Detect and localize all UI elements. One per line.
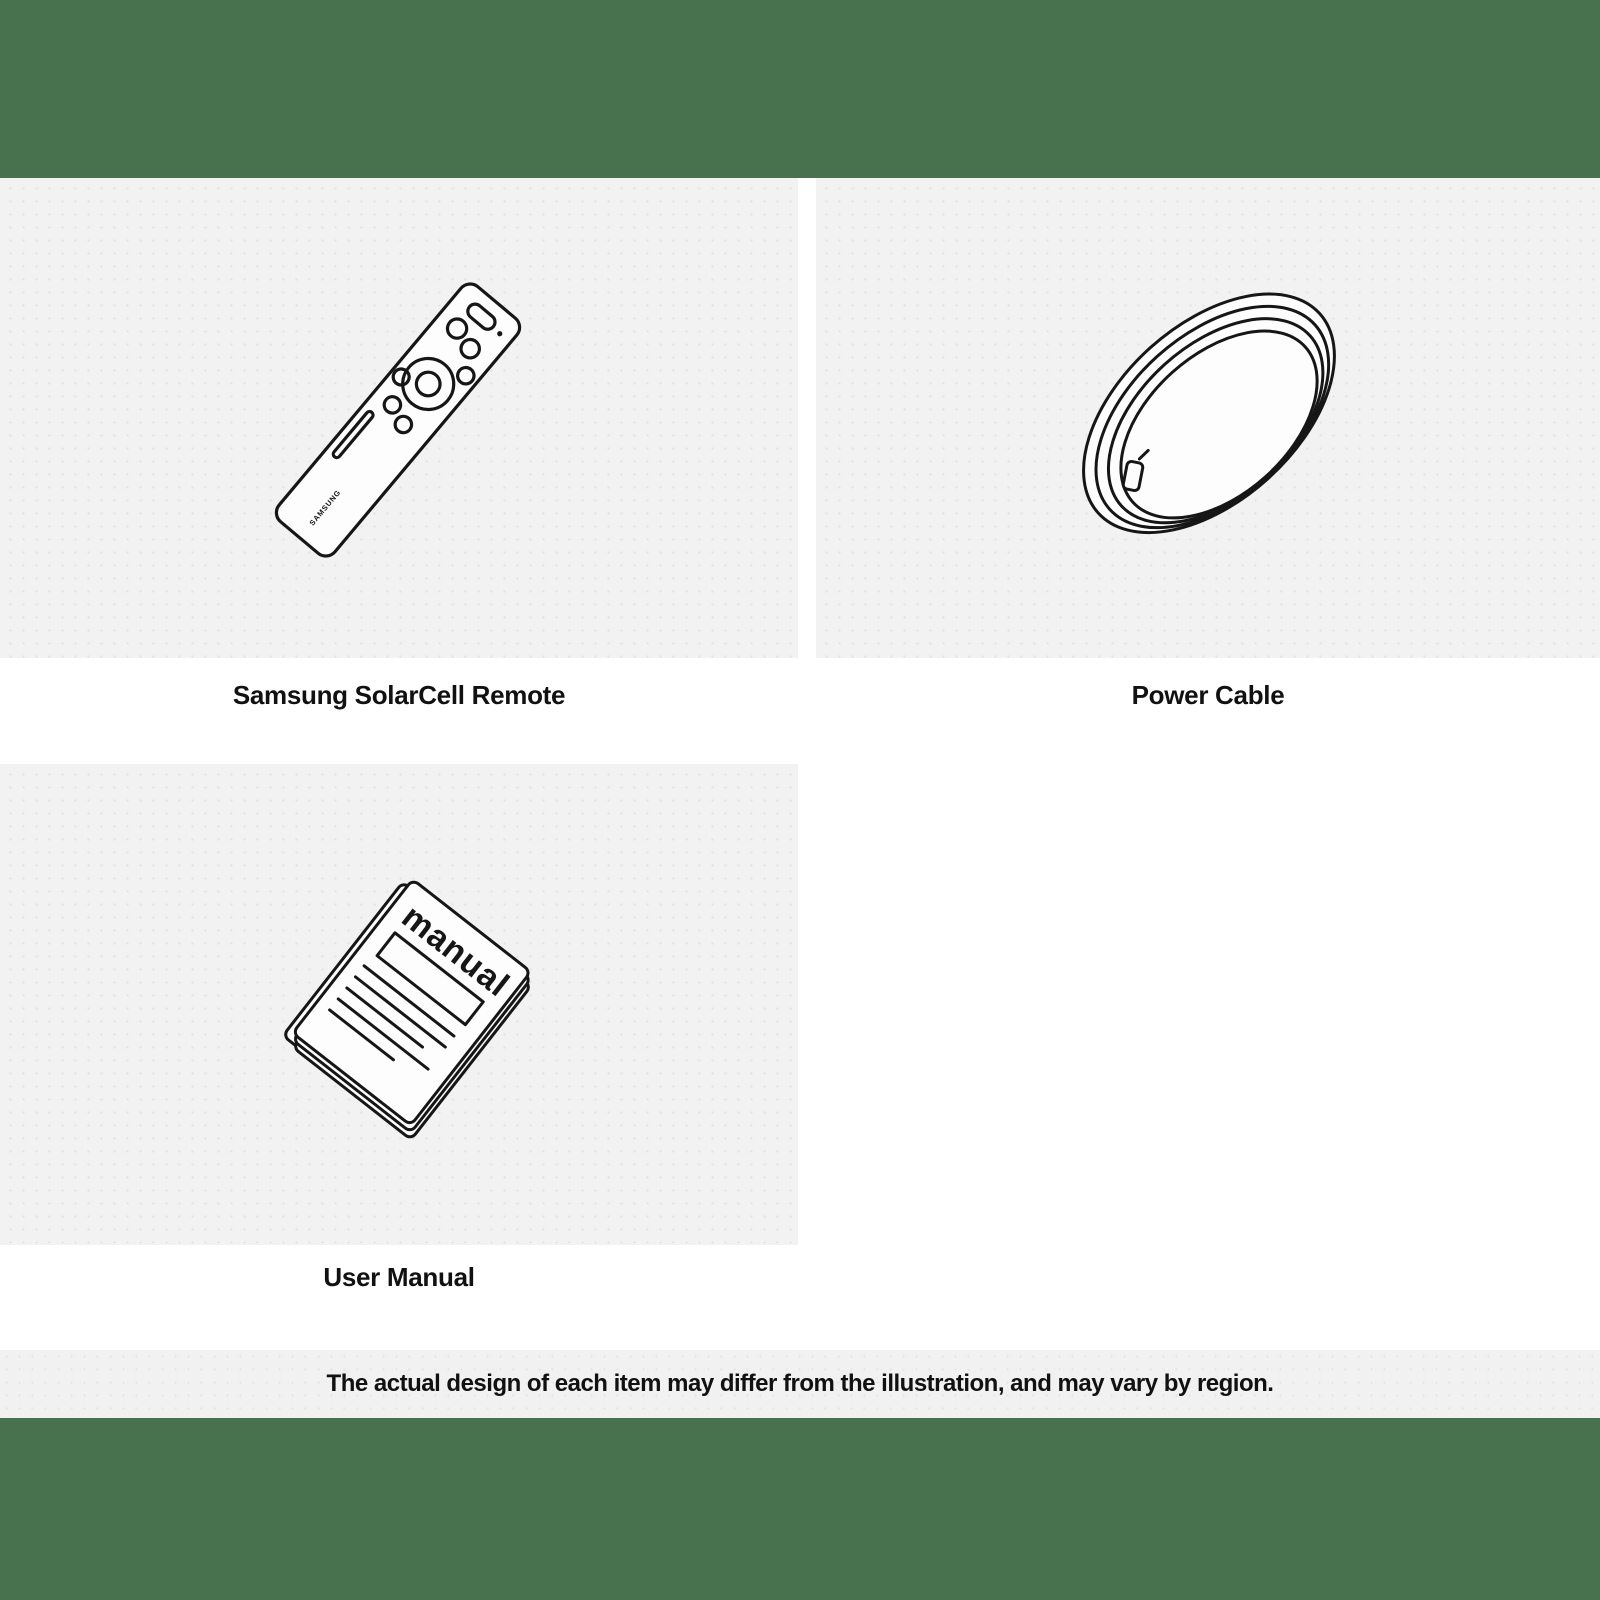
manual-cover-text: manual (394, 897, 517, 1005)
power-cable-illustration (1055, 270, 1375, 570)
item-label-user-manual: User Manual (323, 1262, 475, 1292)
item-panel-user-manual (0, 764, 798, 1245)
user-manual-illustration (250, 864, 570, 1144)
disclaimer-text: The actual design of each item may differ from the illustration, and may vary by region. (326, 1370, 1274, 1397)
remote-illustration (248, 268, 548, 568)
item-label-power-cable: Power Cable (1131, 680, 1285, 710)
remote-brand-text: SAMSUNG (307, 487, 343, 528)
top-green-band (0, 0, 1600, 178)
disclaimer-strip (0, 1350, 1600, 1418)
item-panel-power-cable (816, 178, 1600, 658)
bottom-green-band (0, 1418, 1600, 1600)
item-panel-remote (0, 178, 798, 658)
item-label-remote: Samsung SolarCell Remote (232, 680, 566, 710)
